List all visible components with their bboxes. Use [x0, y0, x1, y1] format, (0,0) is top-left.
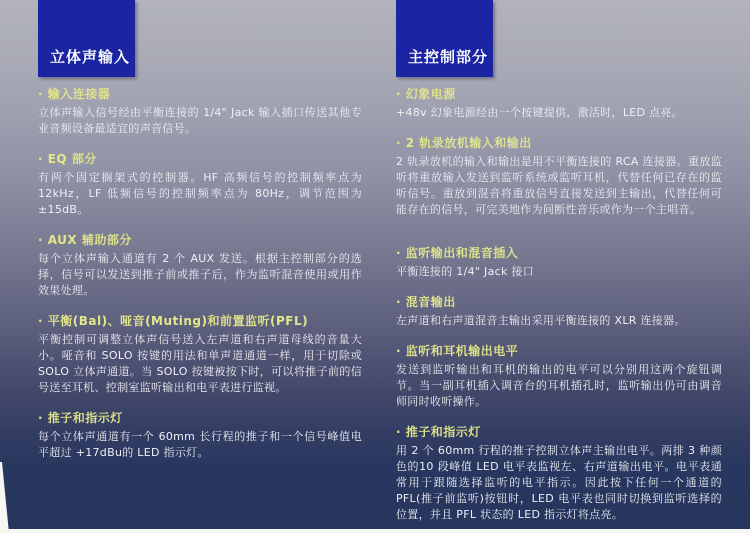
section-heading: · AUX 辅助部分	[38, 233, 132, 247]
section-heading: · EQ 部分	[38, 152, 97, 166]
section-heading: · 混音输出	[396, 295, 456, 309]
section-body: 有两个固定搁架式的控制器。HF 高频信号的控制频率点为 12kHz，LF 低频信号的控制频率点为 80Hz，调节范围为 ±15dB。	[38, 171, 362, 216]
section-input-connector	[38, 85, 362, 137]
scan-page-edge-bottom	[0, 529, 750, 533]
section-heading: · 2 轨录放机输入和输出	[396, 136, 532, 150]
section-body: 发送到监听输出和耳机的输出的电平可以分别用这两个旋钮调节。当一副耳机插入调音台的耳机插孔时，监听输出仍可由调音师同时收听操作。	[396, 363, 722, 408]
section-monitor-headphone-level	[396, 342, 722, 410]
section-body: 用 2 个 60mm 行程的推子控制立体声主输出电平。两排 3 种颜色的10 段峰值 LED 电平表监视左、右声道输出电平。电平表通常用于跟随选择监听的电平指示。因此按下任何一个通道的 PFL(推子前监听)按钮时，LED 电平表也同时切换到监听选择的位置，并且 PFL 状态的 LED 指示灯将点亮。	[396, 444, 722, 521]
section-heading: · 平衡(Bal)、哑音(Muting)和前置监听(PFL)	[38, 314, 309, 328]
stereo-input-title-box	[38, 0, 135, 77]
section-monitor-out-mix-insert	[396, 244, 722, 280]
section-aux	[38, 231, 362, 299]
section-phantom-power	[396, 85, 722, 121]
section-heading: · 推子和指示灯	[38, 411, 123, 425]
section-fader-indicator	[38, 409, 362, 461]
section-master-fader-indicator	[396, 423, 722, 523]
section-body: +48v 幻象电源经由一个按键提供，激活时，LED 点亮。	[396, 106, 683, 119]
section-body: 左声道和右声道混音主输出采用平衡连接的 XLR 连接器。	[396, 314, 686, 327]
section-2track-io	[396, 134, 722, 218]
column-title: 主控制部分	[408, 48, 489, 66]
section-body: 平衡连接的 1/4" Jack 接口	[396, 265, 535, 278]
master-section-title-box	[396, 0, 493, 77]
section-heading: · 监听和耳机输出电平	[396, 344, 519, 358]
section-mix-output	[396, 293, 722, 329]
stereo-input-column	[38, 0, 362, 474]
scan-page-edge-left	[0, 462, 9, 533]
section-heading: · 输入连接器	[38, 87, 111, 101]
section-eq	[38, 150, 362, 218]
section-heading: · 推子和指示灯	[396, 425, 481, 439]
section-body: 每个立体声输入通道有 2 个 AUX 发送。根据主控制部分的选择，信号可以发送到推子前或推子后，作为监听混音使用或用作效果处理。	[38, 252, 362, 297]
master-section-column	[396, 0, 722, 533]
section-bal-muting-pfl	[38, 312, 362, 396]
section-heading: · 幻象电源	[396, 87, 456, 101]
column-title: 立体声输入	[50, 48, 131, 66]
section-body: 平衡控制可调整立体声信号送入左声道和右声道母线的音量大小。哑音和 SOLO 按键的用法和单声道通道一样，用于切除或 SOLO 立体声通道。当 SOLO 按键被按下时，可以将推子前的信号送至耳机、控制室监听输出和电平表进行监视。	[38, 333, 362, 394]
section-body: 2 轨录放机的输入和输出是用不平衡连接的 RCA 连接器。重放监听将重放输入发送到监听系统或监听耳机，代替任何已存在的监听信号。重放到混音将重放信号直接发送到主输出，代替任何可能存在的信号，可完美地作为间断性音乐或作为一个主唱音。	[396, 155, 722, 216]
section-body: 每个立体声通道有一个 60mm 长行程的推子和一个信号峰值电平超过 +17dBu的 LED 指示灯。	[38, 430, 362, 459]
section-heading: · 监听输出和混音插入	[396, 246, 519, 260]
section-body: 立体声输入信号经由平衡连接的 1/4" Jack 输入插口传送其他专业音频设备最适宜的声音信号。	[38, 106, 362, 135]
